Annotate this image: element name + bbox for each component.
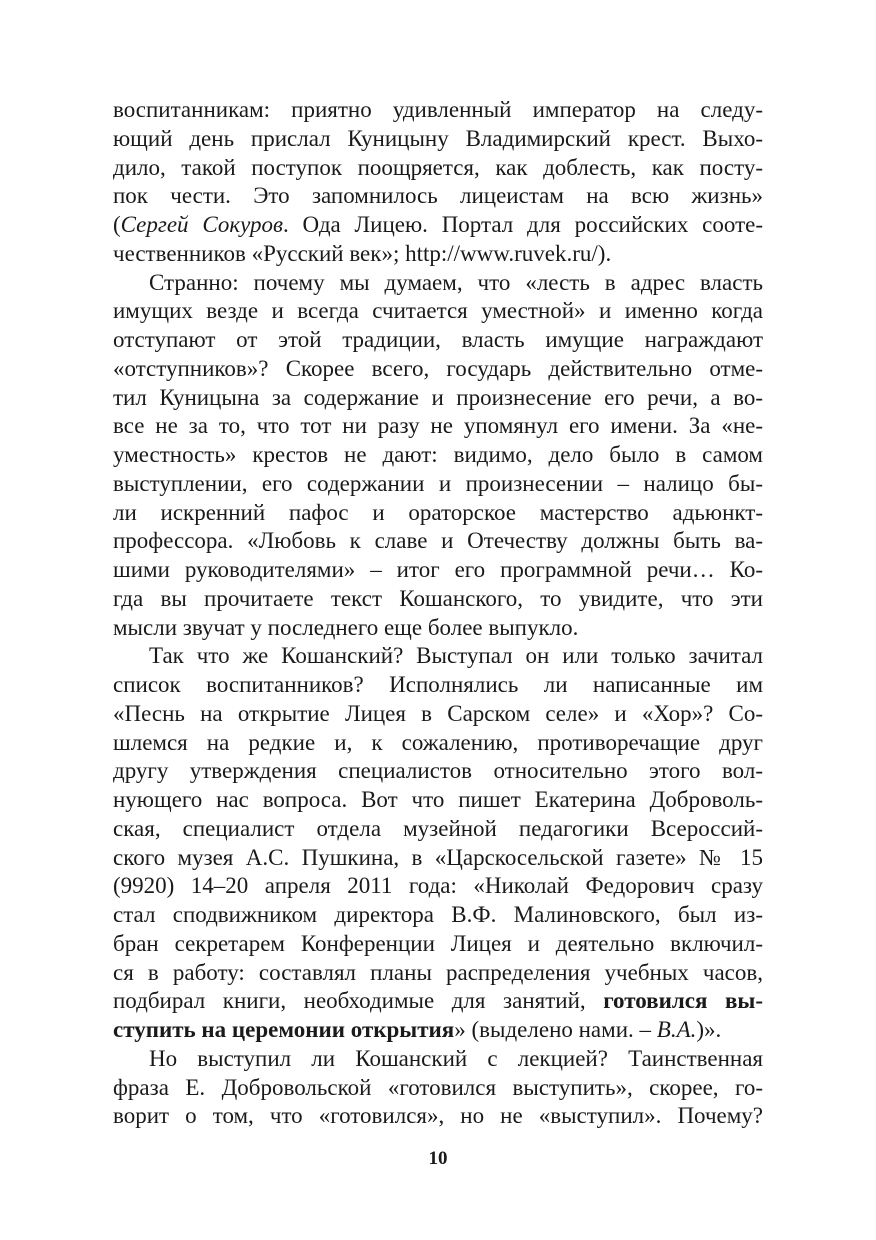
- text-line: чественников «Русский век»; http://www.ruvek.ru/).: [113, 240, 612, 266]
- text-line: шлемся на редкие и, к сожалению, противоречащие друг: [113, 729, 763, 755]
- text-span: » (выделено нами. –: [454, 1017, 657, 1042]
- text-line: [113, 211, 763, 240]
- text-line: Но выступил ли Кошанский с лекцией? Таинственная: [149, 1045, 763, 1071]
- text-line: уместность» крестов не дают: видимо, дело было в самом: [113, 442, 763, 467]
- italic-author: Сергей Сокуров: [120, 212, 283, 237]
- text-line: гда вы прочитаете текст Кошанского, то увидите, что эти: [113, 585, 763, 611]
- text-line: нующего нас вопроса. Вот что пишет Екатерина Доброволь-: [113, 787, 763, 812]
- text-line: ющий день прислал Куницыну Владимирский крест. Выхо-: [113, 125, 763, 151]
- text-line: тил Куницына за содержание и произнесение его речи, а во-: [113, 384, 763, 410]
- text-line: ся в работу: составлял планы распределения учебных часов,: [113, 959, 763, 985]
- text-line: стал сподвижником директора В.Ф. Малиновского, был из-: [113, 902, 763, 927]
- italic-initials: В.А.: [656, 1017, 697, 1042]
- text-line: ли искренний пафос и ораторское мастерство адьюнкт-: [113, 499, 763, 525]
- text-line: дило, такой поступок поощряется, как доблесть, как посту-: [113, 154, 763, 180]
- text-line: «отступников»? Скорее всего, государь действительно отме-: [113, 355, 763, 381]
- text-line: Странно: почему мы думаем, что «лесть в адрес власть: [149, 269, 763, 295]
- text-line: ского музея А.С. Пушкина, в «Царскосельской газете» № 15: [113, 844, 763, 870]
- text-line: пок чести. Это запомнилось лицеистам на всю жизнь»: [113, 183, 763, 209]
- text-line: имущих везде и всегда считается уместной» и именно когда: [113, 298, 763, 324]
- page-body: [113, 96, 763, 1131]
- text-line: воспитанникам: приятно удивленный император на следу-: [113, 97, 763, 122]
- text-line: [113, 987, 763, 1016]
- page-number: 10: [428, 1148, 448, 1169]
- bold-emphasis: готовился вы-: [603, 988, 763, 1014]
- text-span: подбирал книги, необходимые для занятий,: [113, 988, 604, 1014]
- text-line: все не за то, что тот ни разу не упомянул его имени. За «не-: [113, 413, 763, 439]
- text-line: (9920) 14–20 апреля 2011 года: «Николай Федорович сразу: [113, 873, 763, 899]
- text-line: выступлении, его содержании и произнесении – налицо бы-: [113, 470, 763, 496]
- text-line: список воспитанников? Исполнялись ли написанные им: [113, 672, 763, 697]
- text-line: «Песнь на открытие Лицея в Сарском селе» и «Хор»? Со-: [113, 700, 763, 726]
- text-line: профессора. «Любовь к славе и Отечеству должны быть ва-: [113, 528, 763, 554]
- bold-emphasis: ступить на церемонии открытия: [113, 1017, 455, 1042]
- text-span: )».: [696, 1017, 722, 1042]
- text-line: ворит о том, что «готовился», но не «выступил». Почему?: [113, 1103, 763, 1129]
- text-line: Так что же Кошанский? Выступал он или только зачитал: [149, 643, 763, 669]
- text-line: шими руководителями» – итог его программной речи… Ко-: [113, 557, 763, 582]
- text-span: . Ода Лицею. Портал для российских соотe-: [283, 212, 763, 237]
- text-line: фраза Е. Добровольской «готовился выступить», скорее, го-: [113, 1074, 763, 1100]
- text-line: другу утверждения специалистов относительно этого вол-: [113, 758, 763, 784]
- text-line: отступают от этой традиции, власть имущие награждают: [113, 327, 763, 352]
- text-line: мысли звучат у последнего еще более выпукло.: [113, 614, 579, 640]
- text-line: бран секретарем Конференции Лицея и деятельно включил-: [113, 930, 763, 956]
- text-span: (: [113, 212, 121, 237]
- text-line: ская, специалист отдела музейной педагогики Всероссий-: [113, 815, 763, 841]
- text-line: [113, 1016, 763, 1045]
